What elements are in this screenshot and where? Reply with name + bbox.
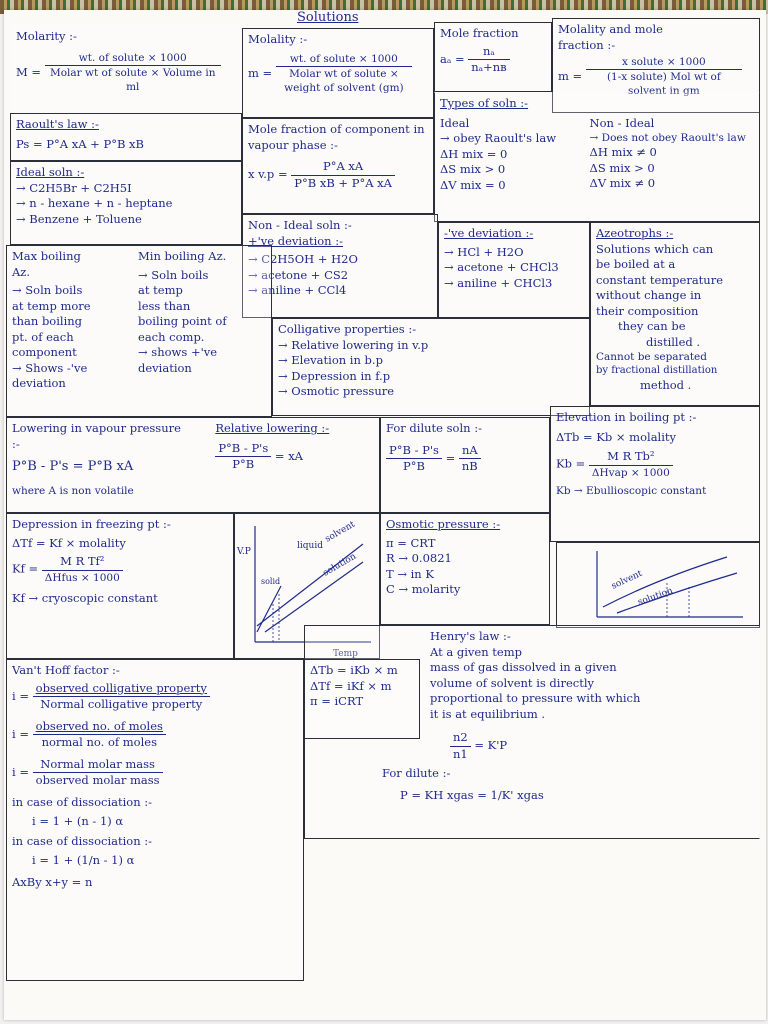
positive-deviation-heading: +'ve deviation :- (248, 233, 343, 248)
dilute-soln-ratio-numerator: nA (459, 443, 481, 460)
vant-relations-box (304, 659, 420, 739)
vant-hoff-num-3: Normal molar mass (33, 757, 163, 774)
min-boiling-line: less than (138, 298, 191, 313)
henry-final-formula: P = KH xgas = 1/K' xgas (400, 787, 544, 802)
solvent-label: solvent (323, 519, 357, 545)
azeotrope-line: Solutions which can (596, 241, 714, 256)
vant-hoff-num-2: observed no. of moles (33, 719, 166, 736)
nonideal-heading: Non - Ideal (589, 115, 655, 130)
vant-hoff-i: i = (12, 688, 29, 703)
y-axis-label: V.P (237, 547, 251, 557)
elevation-box (550, 406, 760, 542)
nonideal-item: → Does not obey Raoult's law (589, 132, 746, 145)
relative-lowering-denominator: P°B (232, 457, 255, 472)
azeotrope-line: Cannot be separated (596, 351, 707, 364)
vant-hoff-i: i = (12, 726, 29, 741)
azeotrope-box (590, 222, 760, 406)
henry-line: At a given temp (430, 644, 522, 659)
liquid-label: liquid (297, 541, 323, 551)
min-boiling-heading: Min boiling Az. (138, 249, 227, 263)
vant-hoff-heading: Van't Hoff factor :- (12, 663, 120, 677)
axby-note: AxBy x+y = n (12, 874, 93, 889)
depression-formula: ΔTf = Kf × molality (12, 535, 126, 550)
osmotic-box (380, 513, 550, 625)
colligative-box (272, 318, 590, 416)
molality-mole-fraction-heading: Molality and mole fraction :- (558, 22, 663, 52)
molality-mole-fraction-lhs: m = (558, 68, 583, 83)
vant-hoff-fraction-3 (33, 757, 163, 789)
nonideal-item: ΔS mix > 0 (589, 160, 655, 175)
osmotic-heading: Osmotic pressure :- (386, 517, 501, 531)
henry-heading: Henry's law :- (430, 629, 511, 643)
colligative-item: → Depression in f.p (278, 368, 391, 383)
lowering-vp-note: where A is non volatile (12, 484, 134, 497)
negative-deviation-item: → aniline + CHCl3 (444, 275, 553, 290)
azeotrope-line: method . (640, 377, 692, 392)
min-boiling-line: → Soln boils (138, 267, 209, 282)
azeotrope-line: without change in (596, 288, 702, 303)
min-boiling-line: deviation (138, 360, 192, 375)
molarity-box (10, 25, 242, 115)
vant-hoff-fraction-1 (33, 681, 210, 713)
dissociation-formula: i = 1 + (n - 1) α (32, 814, 124, 829)
depression-kf-lhs: Kf = (12, 561, 39, 576)
henry-line: proportional to pressure with which (430, 691, 641, 706)
max-boiling-column (12, 249, 138, 392)
henry-ratio-denominator: n1 (453, 746, 468, 761)
vant-hoff-i: i = (12, 764, 29, 779)
negative-deviation-item: → acetone + CHCl3 (444, 260, 559, 275)
vant-hoff-box (6, 659, 304, 981)
min-boiling-line: boiling point of (138, 314, 227, 329)
nonideal-column (590, 116, 754, 194)
lowering-vp-heading: Lowering in vapour pressure :- (12, 421, 181, 451)
molality-fraction (276, 52, 412, 96)
elevation-kb-note: Kb → Ebullioscopic constant (556, 484, 707, 497)
azeotrope-line: distilled . (646, 334, 701, 349)
solvent-label: solvent (610, 568, 644, 592)
vant-hoff-den-1: Normal colligative property (40, 697, 203, 712)
min-boiling-line: → shows +'ve (138, 345, 218, 360)
bp-graph (557, 543, 760, 628)
mole-fraction-heading: Mole fraction (440, 26, 519, 40)
max-min-boiling-box (6, 245, 272, 417)
bp-graph-box (556, 542, 760, 628)
colligative-item: → Osmotic pressure (278, 384, 395, 399)
max-boiling-line: → Soln boils (12, 283, 83, 298)
relative-lowering-column (215, 421, 374, 498)
azeotrope-line: by fractional distillation (596, 365, 718, 377)
vapour-mole-fraction-lhs: x v.p = (248, 167, 288, 182)
molality-heading: Molality :- (248, 32, 308, 46)
dissociation-heading: in case of dissociation :- (12, 794, 153, 809)
molarity-numerator: wt. of solute × 1000 (45, 51, 221, 66)
ideal-item: ΔH mix = 0 (440, 146, 508, 161)
relative-lowering-heading: Relative lowering :- (215, 421, 330, 435)
elevation-kb-denominator: ΔHvap × 1000 (591, 466, 670, 479)
ideal-soln-heading: Ideal soln :- (16, 165, 85, 179)
relative-lowering-rhs: = xA (274, 448, 303, 463)
dilute-soln-ratio (459, 443, 481, 475)
max-boiling-line: pt. of each (12, 329, 74, 344)
molarity-fraction (45, 51, 221, 95)
azeotrope-line: their composition (596, 303, 699, 318)
colligative-item: → Elevation in b.p (278, 353, 383, 368)
elevation-kb-fraction (589, 449, 673, 480)
molality-denominator: Molar wt of solute × weight of solvent (gm) (284, 67, 404, 94)
azeotrope-line: constant temperature (596, 272, 724, 287)
osmotic-item: π = CRT (386, 535, 436, 550)
henry-ratio (450, 730, 471, 762)
lowering-vp-column (12, 421, 215, 498)
solid-curve (257, 586, 281, 632)
molarity-denominator: Molar wt of solute × Volume in ml (49, 66, 216, 93)
raoult-formula: Ps = P°A xA + P°B xB (16, 136, 144, 151)
ideal-soln-item: → n - hexane + n - heptane (16, 196, 173, 211)
ideal-item: ΔS mix > 0 (440, 162, 506, 177)
negative-deviation-item: → HCl + H2O (444, 244, 524, 259)
henry-ratio-numerator: n2 (450, 730, 471, 747)
relative-lowering-numerator: P°B - P's (215, 441, 271, 458)
depression-kf-note: Kf → cryoscopic constant (12, 590, 158, 605)
types-box (434, 92, 760, 222)
vapour-mole-fraction-numerator: P°A xA (291, 159, 395, 176)
dilute-soln-fraction (386, 443, 442, 475)
molality-lhs: m = (248, 65, 273, 80)
ideal-item: → obey Raoult's law (440, 131, 557, 146)
azeotrope-line: be boiled at a (596, 257, 676, 272)
nonideal-item: ΔH mix ≠ 0 (589, 145, 657, 160)
lowering-vp-formula: P°B - P's = P°B xA (12, 459, 134, 475)
henry-line: mass of gas dissolved in a given (430, 660, 617, 675)
elevation-heading: Elevation in boiling pt :- (556, 410, 697, 424)
depression-kf-numerator: M R Tf² (42, 554, 123, 571)
max-boiling-line: at temp more (12, 298, 91, 313)
ideal-soln-box (10, 161, 242, 245)
vant-hoff-den-3: observed molar mass (35, 773, 160, 788)
positive-deviation-item: → C2H5OH + H2O (248, 252, 358, 267)
max-boiling-line: → Shows -'ve (12, 360, 88, 375)
solution-label: solution (321, 551, 359, 579)
raoult-box (10, 113, 242, 161)
depression-kf-denominator: ΔHfus × 1000 (44, 571, 120, 584)
max-boiling-line: component (12, 345, 77, 360)
azeotrope-line: they can be (618, 319, 686, 334)
solution-curve (265, 562, 363, 632)
vant-hoff-num-1: observed colligative property (33, 681, 210, 698)
molality-box (242, 28, 434, 118)
mole-fraction-denominator: nₐ+nʙ (471, 60, 507, 75)
max-boiling-line: deviation (12, 376, 66, 391)
dilute-soln-ratio-denominator: nB (461, 459, 478, 474)
mole-fraction-numerator: nₐ (468, 44, 509, 61)
ideal-soln-item: → C2H5Br + C2H5I (16, 180, 132, 195)
henry-line: it is at equilibrium . (430, 706, 546, 721)
association-formula: i = 1 + (1/n - 1) α (32, 853, 135, 868)
vant-relation: π = iCRT (310, 694, 364, 709)
raoult-heading: Raoult's law :- (16, 117, 99, 131)
molarity-heading: Molarity :- (16, 29, 77, 43)
vant-relation: ΔTb = iKb × m (310, 663, 398, 677)
vant-hoff-fraction-2 (33, 719, 166, 751)
negative-deviation-box (438, 222, 590, 318)
negative-deviation-heading: -'ve deviation :- (444, 226, 534, 240)
max-boiling-line: than boiling (12, 314, 83, 329)
ideal-column (440, 116, 590, 194)
vapour-mole-fraction-heading: Mole fraction of component in vapour phase :- (248, 122, 425, 152)
vapour-mole-fraction-box (242, 118, 434, 214)
colligative-item: → Relative lowering in v.p (278, 337, 429, 352)
min-boiling-column (138, 249, 266, 392)
page-title: Solutions (297, 10, 359, 25)
elevation-kb-lhs: Kb = (556, 456, 586, 471)
colligative-heading: Colligative properties :- (278, 322, 417, 336)
vant-hoff-den-2: normal no. of moles (41, 735, 157, 750)
solution-label: solution (636, 585, 675, 608)
elevation-kb-numerator: M R Tb² (589, 449, 673, 466)
ideal-heading: Ideal (440, 115, 470, 130)
positive-deviation-item: → acetone + CS2 (248, 267, 349, 282)
x-axis-label: Temp (333, 649, 358, 659)
vapour-mole-fraction-fraction (291, 159, 395, 191)
depression-kf-fraction (42, 554, 123, 585)
mole-fraction-lhs: aₐ = (440, 51, 465, 66)
max-boiling-heading: Max boiling Az. (12, 249, 81, 279)
association-heading: in case of dissociation :- (12, 833, 153, 848)
molarity-lhs: M = (16, 64, 42, 79)
ideal-item: ΔV mix = 0 (440, 177, 506, 192)
depression-box (6, 513, 234, 659)
osmotic-item: R → 0.0821 (386, 551, 452, 566)
min-boiling-line: each comp. (138, 329, 205, 344)
dilute-soln-box: For dilute soln :- $\frac{P^\circ B - P's}{P^\circ B}$ = $\frac{nA}{nB}$ (380, 417, 550, 513)
nonideal-soln-heading: Non - Ideal soln :- (248, 218, 352, 232)
dilute-soln-numerator: P°B - P's (386, 443, 442, 460)
henry-line: volume of solvent is directly (430, 675, 595, 690)
molality-mole-fraction-numerator: x solute × 1000 (586, 55, 742, 70)
relative-lowering-fraction (215, 441, 271, 473)
dilute-soln-heading: For dilute soln :- (386, 421, 482, 435)
min-boiling-line: at temp (138, 283, 183, 298)
vapour-mole-fraction-denominator: P°B xB + P°A xA (294, 175, 392, 190)
osmotic-item: T → in K (386, 566, 434, 581)
elevation-formula: ΔTb = Kb × molality (556, 429, 677, 444)
dilute-soln-denominator: P°B (402, 459, 425, 474)
ideal-soln-item: → Benzene + Toluene (16, 211, 142, 226)
osmotic-item: C → molarity (386, 582, 461, 597)
solid-label: solid (261, 577, 281, 586)
molality-mole-fraction-denominator: (1-x solute) Mol wt of solvent in gm (606, 71, 721, 98)
lowering-vp-box (6, 417, 380, 513)
henry-ratio-rhs: = K'P (474, 738, 508, 753)
depression-heading: Depression in freezing pt :- (12, 517, 171, 531)
positive-deviation-item: → aniline + CCl4 (248, 283, 347, 298)
mole-fraction-fraction (468, 44, 509, 76)
types-heading: Types of soln :- (440, 96, 529, 110)
mole-fraction-box (434, 22, 552, 92)
henry-dilute-heading: For dilute :- (382, 766, 451, 781)
azeotrope-heading: Azeotrophs :- (596, 226, 674, 240)
vant-relation: ΔTf = iKf × m (310, 678, 392, 693)
nonideal-item: ΔV mix ≠ 0 (589, 176, 656, 191)
molality-numerator: wt. of solute × 1000 (276, 52, 412, 67)
